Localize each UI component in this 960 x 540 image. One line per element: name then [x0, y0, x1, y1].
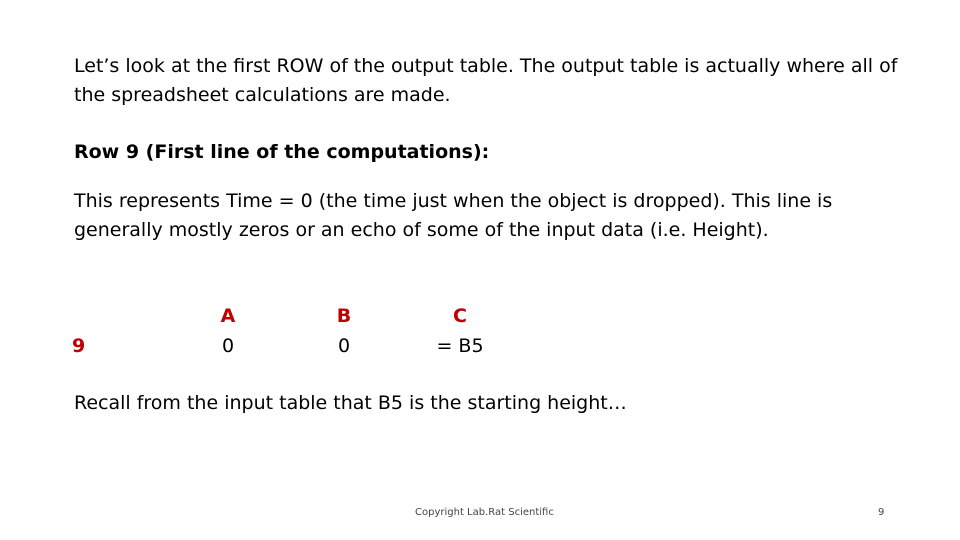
column-a-header: A: [220, 305, 236, 327]
page-number: 9: [878, 507, 885, 518]
row-number: 9: [72, 335, 86, 357]
column-c-value: = B5: [436, 335, 484, 357]
column-b-header: B: [336, 305, 352, 327]
column-a-value: 0: [221, 335, 235, 357]
description-paragraph: This represents Time = 0 (the time just when the object is dropped). This line is generally mostly zeros or an echo of some of the input data (i.e. Height).: [74, 190, 833, 241]
section-heading: Row 9 (First line of the computations):: [74, 141, 490, 163]
column-b-value: 0: [337, 335, 351, 357]
column-c-header: C: [453, 305, 467, 327]
copyright-footer: Copyright Lab.Rat Scientific: [415, 507, 554, 518]
recall-paragraph: Recall from the input table that B5 is the starting height…: [74, 392, 627, 414]
intro-paragraph: Let’s look at the first ROW of the output table. The output table is actually where all of the spreadsheet calculations are made.: [74, 55, 898, 106]
